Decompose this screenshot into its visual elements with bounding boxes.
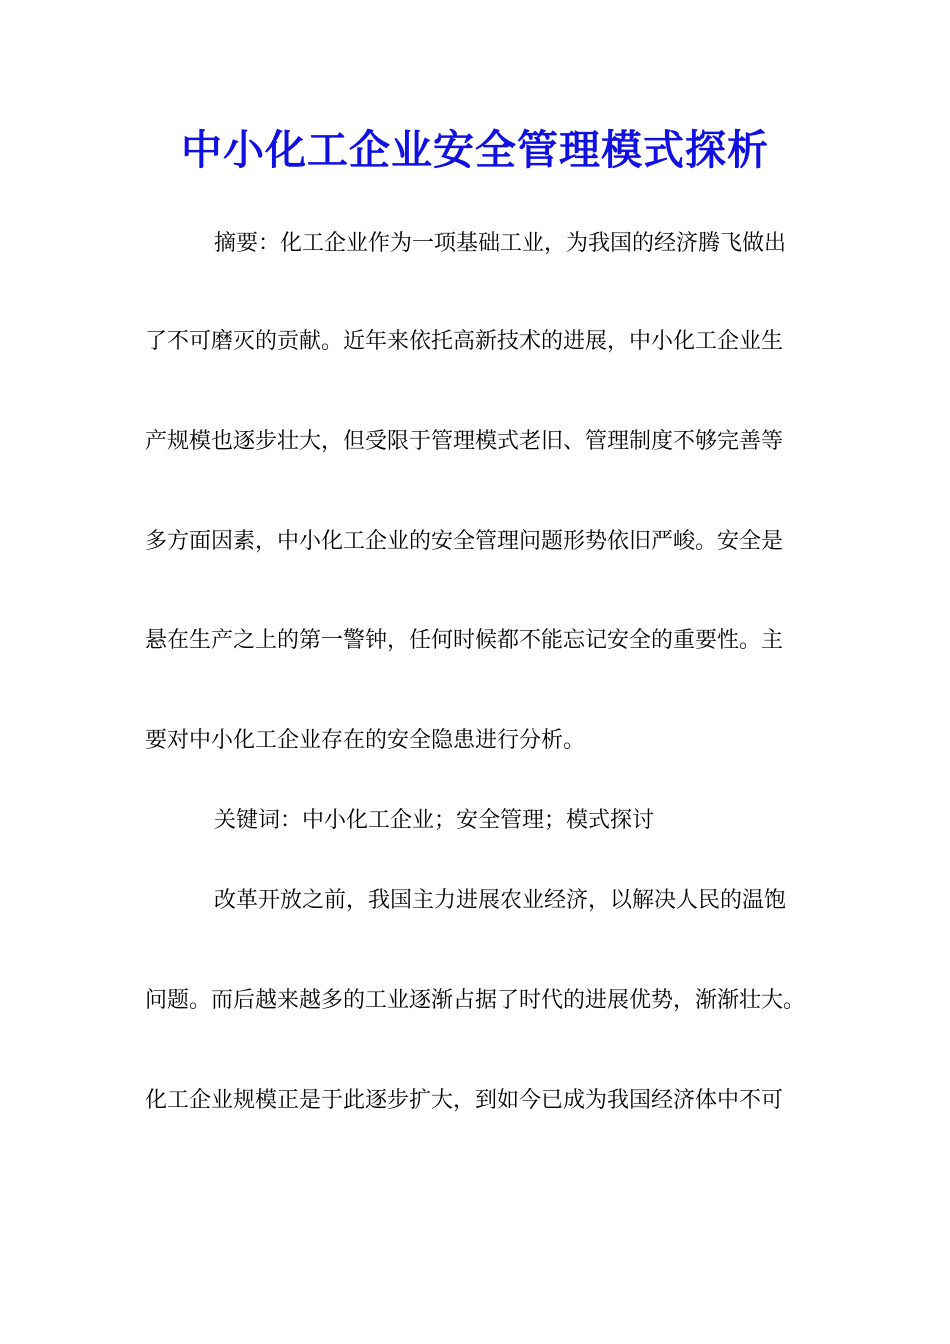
abstract-line: 产规模也逐步壮大，但受限于管理模式老旧、管理制度不够完善等 [145,429,784,454]
abstract-line: 要对中小化工企业存在的安全隐患进行分析。 [145,728,586,753]
keywords-line: 关键词：中小化工企业；安全管理；模式探讨 [214,808,655,833]
abstract-line: 了不可磨灭的贡献。近年来依托高新技术的进展，中小化工企业生 [145,329,784,354]
abstract-line: 悬在生产之上的第一警钟，任何时候都不能忘记安全的重要性。主 [145,628,784,653]
abstract-line: 多方面因素，中小化工企业的安全管理问题形势依旧严峻。安全是 [145,529,784,554]
abstract-line: 摘要：化工企业作为一项基础工业，为我国的经济腾飞做出 [214,231,787,256]
body-line: 改革开放之前，我国主力进展农业经济，以解决人民的温饱 [214,888,787,913]
body-line: 化工企业规模正是于此逐步扩大，到如今已成为我国经济体中不可 [145,1088,784,1113]
body-line: 问题。而后越来越多的工业逐渐占据了时代的进展优势，渐渐壮大。 [145,988,806,1013]
document-title: 中小化工企业安全管理模式探析 [181,126,769,174]
